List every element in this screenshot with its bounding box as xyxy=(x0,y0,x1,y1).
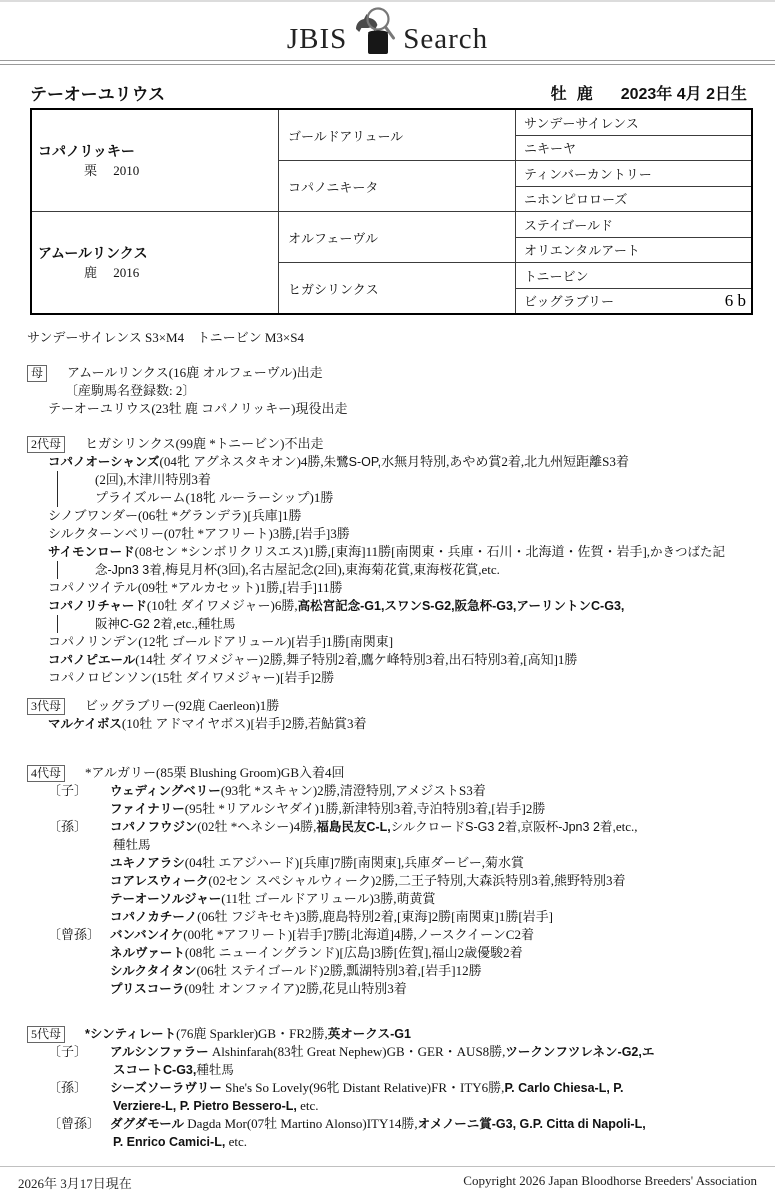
text-run: プライズルーム(18牝 ルーラーシップ)1勝 xyxy=(95,490,334,505)
sex-label: 牡 xyxy=(550,85,567,103)
horse-record xyxy=(110,1080,623,1095)
horse-line xyxy=(27,579,775,597)
text-run: *アルガリー(85栗 Blushing Groom)GB入着4回 xyxy=(85,765,345,780)
horse-line xyxy=(27,382,775,400)
text-run: Verziere-L, P. Pietro Bessero-L, xyxy=(113,1099,297,1113)
section-head-text xyxy=(85,697,279,715)
great-grandparent-cell xyxy=(516,237,753,263)
text-run: コアレスウィーク xyxy=(110,874,209,888)
text-run: etc. xyxy=(296,1098,319,1113)
coat-label: 鹿 xyxy=(576,85,593,103)
horse-record xyxy=(110,927,534,942)
horse-line xyxy=(27,651,775,669)
horse-record xyxy=(110,963,482,978)
great-grandparent-cell-inner xyxy=(516,164,751,183)
ink-pot-body xyxy=(368,33,388,54)
grandparent-name: オルフェーヴル xyxy=(288,230,378,246)
section-mother xyxy=(27,364,775,418)
section-dam5 xyxy=(27,1025,775,1151)
text-run: コパノリンデン(12牝 ゴールドアリュール)[岩手]1勝[南関東] xyxy=(48,634,394,649)
horse-line xyxy=(27,890,775,908)
text-run: マルケイボス xyxy=(48,717,122,731)
relation-tag: 〔曾孫〕 xyxy=(48,1116,101,1131)
horse-line xyxy=(27,715,775,733)
horse-line xyxy=(27,597,775,615)
tree-branch-line xyxy=(27,471,775,489)
horse-record xyxy=(48,526,350,541)
great-grandparent-cell-inner xyxy=(516,266,751,285)
great-grandparent-cell-inner xyxy=(516,138,751,157)
horse-record xyxy=(110,801,545,816)
horse-line xyxy=(27,836,775,854)
text-run: オメノーニ賞-G3, G.P. Citta di Napoli-L, xyxy=(417,1117,646,1131)
great-grandparent-cell xyxy=(516,186,753,212)
text-run: (08セン *シンボリクリスエス)1勝,[東海]11勝[南関東・兵庫・石川・北海道・佐賀・岩手], xyxy=(134,544,651,559)
horse-line xyxy=(27,854,775,872)
text-run: She's So Lovely(96牝 Distant Relative)FR・ITY6勝, xyxy=(221,1080,505,1095)
horse-record xyxy=(110,945,523,960)
horse-record xyxy=(113,1134,247,1149)
great-grandparent-cell-inner xyxy=(516,189,751,208)
jbis-search-logo xyxy=(0,6,775,56)
great-grandparent-cell xyxy=(516,263,753,289)
great-grandparent-cell xyxy=(516,109,753,135)
text-run: etc., xyxy=(615,819,638,834)
horse-record xyxy=(95,472,211,487)
text-run: シノブワンダー(06牡 *グランデラ)[兵庫]1勝 xyxy=(48,508,302,523)
great-grandparent-name: ニキーヤ xyxy=(524,141,577,157)
grandparent-name: ゴールドアリュール xyxy=(288,128,404,144)
horse-line xyxy=(27,1115,775,1133)
text-run: バンバンイケ xyxy=(110,928,184,942)
parent-cell xyxy=(31,109,279,212)
text-run: (76鹿 Sparkler)GB・FR2勝, xyxy=(176,1026,328,1041)
text-run: 念-Jpn3 3着, xyxy=(95,563,166,577)
text-run: ツークンフツレネン-G2,エ xyxy=(505,1045,655,1059)
great-grandparent-name: トニービン xyxy=(524,268,589,284)
section-label: 3代母 xyxy=(27,698,65,715)
footer-date: 2026年 3月17日現在 xyxy=(18,1176,132,1191)
parent-coat-year: 栗 2010 xyxy=(84,162,140,178)
text-run: 梅見月杯(3回),名古屋記念(2回),東海菊花賞,東海桜花賞,etc. xyxy=(165,562,500,577)
great-grandparent-cell xyxy=(516,212,753,238)
horse-record xyxy=(95,616,235,631)
horse-line xyxy=(27,1133,775,1151)
section-label: 5代母 xyxy=(27,1026,65,1043)
text-run: コパノカチーノ xyxy=(110,910,198,924)
horse-record xyxy=(110,873,626,888)
text-run: コパノフウジン xyxy=(110,820,198,834)
section-head xyxy=(27,435,775,453)
horse-line xyxy=(27,944,775,962)
horse-title-name: テーオーユリウス xyxy=(30,84,166,104)
horse-record xyxy=(113,837,151,852)
text-run: (10牡 ダイワメジャー)6勝, xyxy=(146,598,298,613)
horse-line xyxy=(27,507,775,525)
horse-record xyxy=(48,544,725,559)
horse-line xyxy=(27,525,775,543)
horse-line xyxy=(27,633,775,651)
text-run: (14牡 ダイワメジャー)2勝,舞子特別2着,鷹ケ峰特別3着,出石特別3着,[高知]1勝 xyxy=(135,652,578,667)
text-run: (11牡 ゴールドアリュール)3勝,萌黄賞 xyxy=(221,891,436,906)
section-dam2 xyxy=(27,435,775,687)
great-grandparent-cell-inner xyxy=(516,291,751,311)
horse-record xyxy=(95,490,333,505)
section-label: 4代母 xyxy=(27,765,65,782)
logo-text-jbis: JBIS xyxy=(286,23,348,55)
pedigree-row xyxy=(31,212,752,238)
text-run: P. Enrico Camici-L, xyxy=(113,1135,226,1149)
text-run: サイモンロード xyxy=(48,545,135,559)
section-head-text xyxy=(85,435,324,453)
section-head xyxy=(27,697,775,715)
tree-branch-line xyxy=(27,561,775,579)
horse-record xyxy=(110,891,436,906)
great-grandparent-cell xyxy=(516,288,753,314)
text-run: *シンティレート xyxy=(85,1027,177,1041)
text-run: (95牡 *リアルシヤダイ)1勝,新津特別3着,寺泊特別3着,[岩手]2勝 xyxy=(184,801,546,816)
header-divider xyxy=(0,60,775,65)
horse-record xyxy=(48,580,343,595)
horse-line xyxy=(27,782,775,800)
text-run: (09牡 オンファイア)2勝,花見山特別3着 xyxy=(184,981,407,996)
section-dam3 xyxy=(27,697,775,733)
section-head xyxy=(27,1025,775,1043)
text-run: ヒガシリンクス(99鹿 *トニービン)不出走 xyxy=(85,436,324,451)
relation-tag: 〔孫〕 xyxy=(48,819,88,834)
great-grandparent-name: ニホンピロローズ xyxy=(524,192,628,208)
horse-record xyxy=(110,909,553,924)
text-run: シルクターンベリー(07牡 *アフリート)3勝,[岩手]3勝 xyxy=(48,526,350,541)
text-run: 高松宮記念-G1,スワンS-G2,阪急杯-G3,アーリントンC-G3, xyxy=(297,599,625,613)
horse-record xyxy=(48,508,302,523)
text-run: テーオーユリウス(23牡 鹿 コパノリッキー)現役出走 xyxy=(48,401,348,416)
section-dam4 xyxy=(27,764,775,998)
text-run: Dagda Mor(07牡 Martino Alonso)ITY14勝, xyxy=(184,1116,418,1131)
text-run: (04牝 アグネスタキオン)4勝, xyxy=(159,454,324,469)
grandparent-name: コパノニキータ xyxy=(288,179,379,195)
tree-branch-line xyxy=(27,489,775,507)
text-run: プリスコーラ xyxy=(110,982,185,996)
great-grandparent-name: ステイゴールド xyxy=(524,217,614,233)
text-run: (06牡 フジキセキ)3勝,鹿島特別2着,[東海]2勝[南関東]1勝[岩手] xyxy=(197,909,554,924)
pedigree-row xyxy=(31,109,752,135)
text-run: ビッグラブリー(92鹿 Caerleon)1勝 xyxy=(85,698,280,713)
text-run: Alshinfarah(83牡 Great Nephew)GB・GER・AUS8勝, xyxy=(208,1044,506,1059)
text-run: コパノツイテル(09牡 *アルカセット)1勝,[岩手]11勝 xyxy=(48,580,343,595)
footer xyxy=(0,1166,775,1200)
text-run: ファイナリー xyxy=(110,802,185,816)
horse-record xyxy=(113,1098,319,1113)
text-run: コパノロビンソン(15牡 ダイワメジャー)[岩手]2勝 xyxy=(48,670,335,685)
text-run: 〔産駒馬名登録数: 2〕 xyxy=(65,383,196,398)
section-head xyxy=(27,764,775,782)
text-run: 英オークス-G1 xyxy=(327,1027,411,1041)
horse-line xyxy=(27,818,775,836)
text-run: 阪神C-G2 2着, xyxy=(95,617,177,631)
horse-record xyxy=(110,1044,654,1059)
great-grandparent-cell xyxy=(516,135,753,161)
text-run: (02セン スペシャルウィーク)2勝,二王子特別,大森浜特別3着,熊野特別3着 xyxy=(208,873,626,888)
text-run: ネルヴァート xyxy=(110,946,185,960)
section-head-text xyxy=(85,1025,411,1043)
great-grandparent-name: オリエンタルアート xyxy=(524,243,640,259)
text-run: シーズソーラヴリー xyxy=(110,1081,222,1095)
section-head-text xyxy=(85,764,344,782)
title-row xyxy=(30,79,747,105)
text-run: アムールリンクス(16鹿 オルフェーヴル)出走 xyxy=(67,365,323,380)
text-run: (04牡 エアジハード)[兵庫]7勝[南関東],兵庫ダービー,菊水賞 xyxy=(184,855,525,870)
text-run: コパノリチャード xyxy=(48,599,147,613)
horse-record xyxy=(48,634,393,649)
footer-copyright: Copyright 2026 Japan Bloodhorse Breeders' Association xyxy=(463,1173,757,1188)
text-run: コパノピエール xyxy=(48,653,136,667)
horse-record xyxy=(48,598,624,613)
horse-line xyxy=(27,1043,775,1061)
birthdate-label: 2023年 4月 2日生 xyxy=(620,85,747,103)
top-divider xyxy=(0,0,775,2)
relation-tag: 〔子〕 xyxy=(48,1044,88,1059)
family-number: 6 b xyxy=(724,290,746,310)
horse-line xyxy=(27,980,775,998)
grandparent-cell xyxy=(279,161,516,212)
text-run: アルシンファラー xyxy=(110,1045,209,1059)
logo-text-search: Search xyxy=(403,23,489,55)
text-run: (00牝 *アフリート)[岩手]7勝[北海道]4勝,ノースクイーンC2着 xyxy=(183,927,534,942)
text-run: 水無月特別,あやめ賞2着,北九州短距離S3着 xyxy=(381,454,629,469)
relation-tag: 〔孫〕 xyxy=(48,1080,88,1095)
text-run: (10牡 アドマイヤボス)[岩手]2勝,若鮎賞3着 xyxy=(121,716,367,731)
text-run: 福島民友C-L, xyxy=(316,820,391,834)
horse-line xyxy=(27,962,775,980)
text-run: テーオーソルジャー xyxy=(110,892,222,906)
text-run: コパノオーシャンズ xyxy=(48,455,160,469)
text-run: かきつばた記 xyxy=(650,545,726,559)
text-run: etc. xyxy=(225,1134,247,1149)
horse-record xyxy=(48,454,629,469)
parent-name: コパノリッキー xyxy=(38,142,135,159)
horse-line xyxy=(27,669,775,687)
horse-record xyxy=(110,819,638,834)
horse-record xyxy=(110,1116,646,1131)
text-run: 朱鷺S-OP, xyxy=(323,455,382,469)
horse-line xyxy=(27,1061,775,1079)
parent-coat-year: 鹿 2016 xyxy=(84,264,140,280)
horse-record xyxy=(110,783,486,798)
family-sections xyxy=(27,364,775,1151)
section-label: 母 xyxy=(27,365,47,382)
text-run: 種牡馬 xyxy=(113,838,151,852)
horse-record xyxy=(48,716,366,731)
text-run: 種牡馬 xyxy=(196,1063,234,1077)
inbreeding-note: サンデーサイレンス S3×M4 トニービン M3×S4 xyxy=(27,330,304,345)
grandparent-name: ヒガシリンクス xyxy=(288,281,379,297)
horse-record xyxy=(110,855,524,870)
horse-record xyxy=(65,383,195,398)
section-label: 2代母 xyxy=(27,436,65,453)
horse-line xyxy=(27,872,775,890)
grandparent-cell xyxy=(279,263,516,315)
text-run: 種牡馬 xyxy=(197,617,236,631)
text-run: シルクタイタン xyxy=(110,964,197,978)
horse-line xyxy=(27,453,775,471)
horse-line xyxy=(27,543,775,561)
text-run: シルクロードS-G3 2着,京阪杯-Jpn3 2着, xyxy=(390,820,616,834)
relation-tag: 〔曾孫〕 xyxy=(48,927,101,942)
section-head-text xyxy=(67,364,323,382)
text-run: (02牡 *ヘネシー)4勝, xyxy=(197,819,317,834)
tree-branch-line xyxy=(27,615,775,633)
great-grandparent-cell xyxy=(516,161,753,187)
horse-record xyxy=(48,652,577,667)
grandparent-cell xyxy=(279,212,516,263)
great-grandparent-cell-inner xyxy=(516,240,751,259)
horse-magnifier-logo-icon xyxy=(348,6,402,56)
text-run: (2回),木津川特別3着 xyxy=(95,472,211,487)
text-run: (06牡 ステイゴールド)2勝,瓢湖特別3着,[岩手]12勝 xyxy=(196,963,482,978)
horse-record xyxy=(95,562,500,577)
grandparent-cell xyxy=(279,109,516,161)
great-grandparent-cell-inner xyxy=(516,215,751,234)
text-run: スコートC-G3, xyxy=(113,1063,197,1077)
great-grandparent-name: ビッグラブリー xyxy=(524,294,614,310)
great-grandparent-name: サンデーサイレンス xyxy=(524,115,639,131)
text-run: (08牝 ニューイングランド)[広島]3勝[佐賀],福山2歳優駿2着 xyxy=(184,945,523,960)
horse-line xyxy=(27,400,775,418)
horse-line xyxy=(27,1097,775,1115)
horse-record xyxy=(110,981,407,996)
text-run: (93牝 *スキャン)2勝,清澄特別,アメジストS3着 xyxy=(220,783,486,798)
text-run: ウェディングベリー xyxy=(110,784,221,798)
parent-cell xyxy=(31,212,279,315)
horse-line xyxy=(27,800,775,818)
text-run: P. Carlo Chiesa-L, P. xyxy=(504,1081,624,1095)
great-grandparent-name: ティンバーカントリー xyxy=(524,166,652,182)
horse-line xyxy=(27,926,775,944)
section-head xyxy=(27,364,775,382)
parent-name: アムールリンクス xyxy=(38,244,148,261)
horse-record xyxy=(113,1062,234,1077)
text-run: ダグダモール xyxy=(110,1117,185,1131)
horse-record xyxy=(48,401,347,416)
horse-line xyxy=(27,908,775,926)
horse-record xyxy=(48,670,334,685)
text-run: ユキノアラシ xyxy=(110,856,185,870)
relation-tag: 〔子〕 xyxy=(48,783,88,798)
text-run: etc., xyxy=(176,616,198,631)
great-grandparent-cell-inner xyxy=(516,113,751,132)
horse-title-info xyxy=(551,81,747,104)
horse-line xyxy=(27,1079,775,1097)
pedigree-table xyxy=(30,108,753,315)
